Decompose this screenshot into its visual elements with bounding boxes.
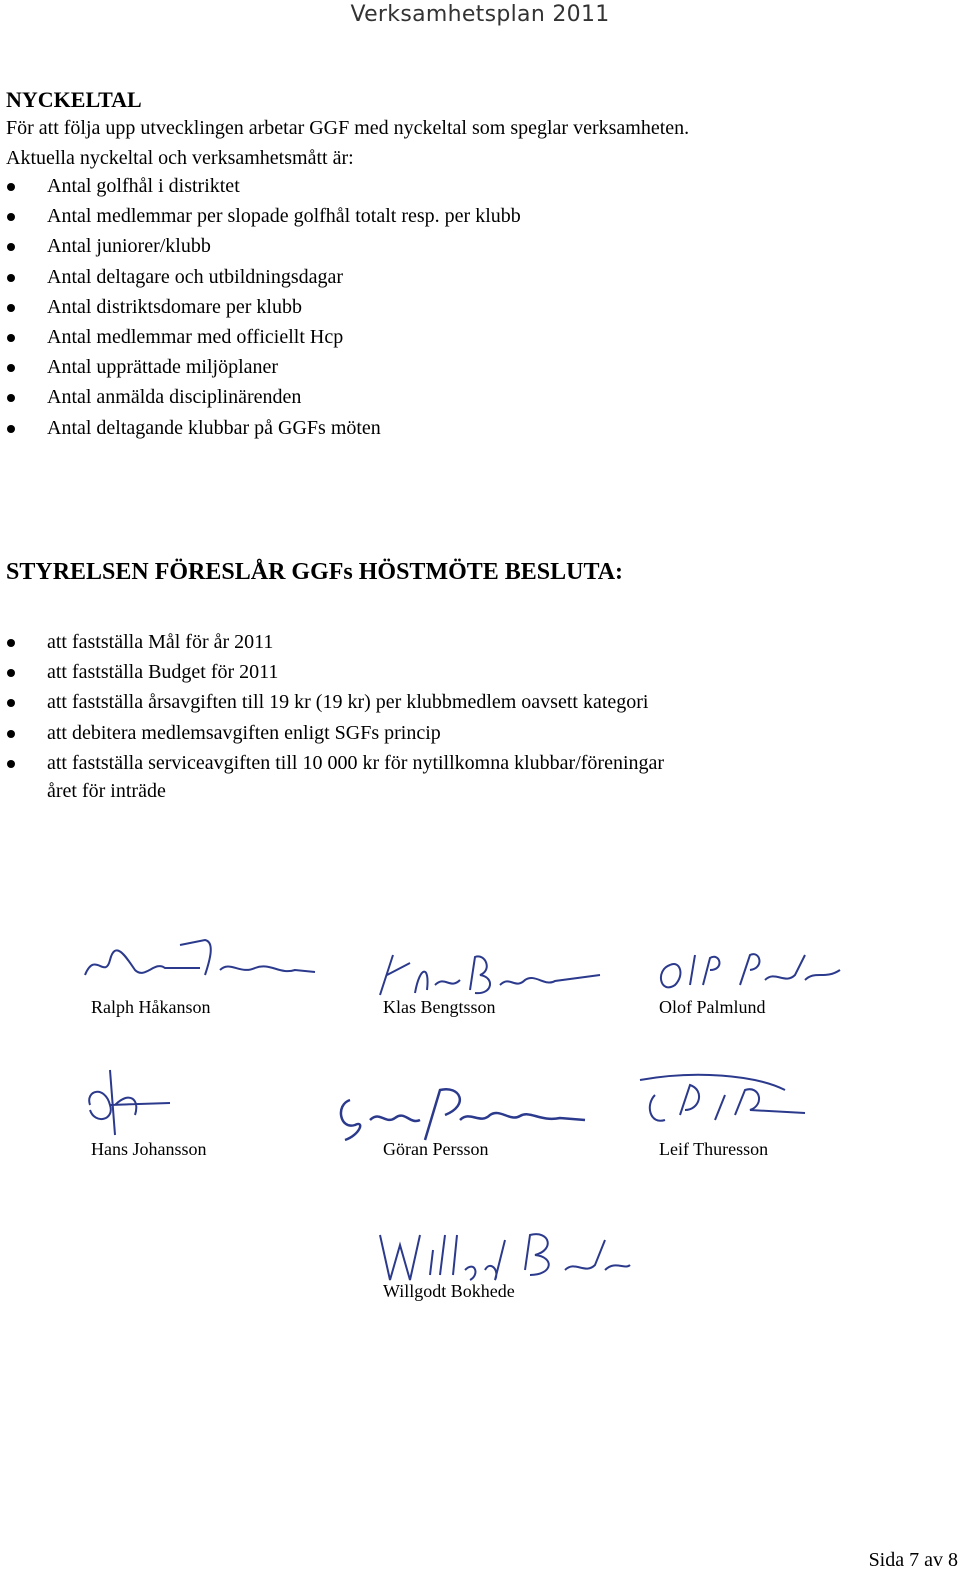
list-item: Antal anmälda disciplinärenden	[0, 382, 521, 412]
list-item: Antal golfhål i distriktet	[0, 171, 521, 201]
signature-scribble-6	[635, 1065, 815, 1145]
list-item: Antal deltagare och utbildningsdagar	[0, 262, 521, 292]
signature-name: Hans Johansson	[91, 1139, 207, 1159]
list-item: Antal medlemmar med officiellt Hcp	[0, 322, 521, 352]
signature-scribble-3	[655, 940, 845, 995]
list-item: Antal upprättade miljöplaner	[0, 352, 521, 382]
signature-name: Leif Thuresson	[659, 1139, 769, 1159]
signature-name: Ralph Håkanson	[91, 997, 211, 1017]
beslut-list	[0, 627, 664, 778]
section-heading-nyckeltal: NYCKELTAL	[6, 87, 142, 112]
list-item: Antal juniorer/klubb	[0, 231, 521, 261]
signature-name: Willgodt Bokhede	[383, 1281, 515, 1301]
intro-text-2: Aktuella nyckeltal och verksamhetsmått är:	[6, 147, 354, 169]
section-heading-beslut: STYRELSEN FÖRESLÅR GGFs HÖSTMÖTE BESLUTA:	[6, 559, 624, 585]
signature-scribble-4	[80, 1065, 260, 1145]
signature-scribble-1	[80, 930, 320, 990]
list-item: att fastställa Budget för 2011	[0, 657, 664, 687]
intro-text-1: För att följa upp utvecklingen arbetar GGF med nyckeltal som speglar verksamheten.	[6, 117, 690, 139]
list-item-continuation: året för inträde	[47, 780, 166, 802]
list-item: Antal medlemmar per slopade golfhål totalt resp. per klubb	[0, 201, 521, 231]
signature-name: Klas Bengtsson	[383, 997, 496, 1017]
list-item: att debitera medlemsavgiften enligt SGFs princip	[0, 718, 664, 748]
page-header-title: Verksamhetsplan 2011	[350, 2, 610, 27]
signature-scribble-2	[375, 945, 605, 1000]
list-item: Antal distriktsdomare per klubb	[0, 292, 521, 322]
signature-name: Göran Persson	[383, 1139, 489, 1159]
list-item: Antal deltagande klubbar på GGFs möten	[0, 413, 521, 443]
list-item: att fastställa Mål för år 2011	[0, 627, 664, 657]
list-item: att fastställa serviceavgiften till 10 000 kr för nytillkomna klubbar/föreningar	[0, 748, 664, 778]
nyckeltal-list	[0, 171, 521, 443]
signature-name: Olof Palmlund	[659, 997, 766, 1017]
list-item: att fastställa årsavgiften till 19 kr (19 kr) per klubbmedlem oavsett kategori	[0, 687, 664, 717]
page-number: Sida 7 av 8	[868, 1549, 958, 1571]
